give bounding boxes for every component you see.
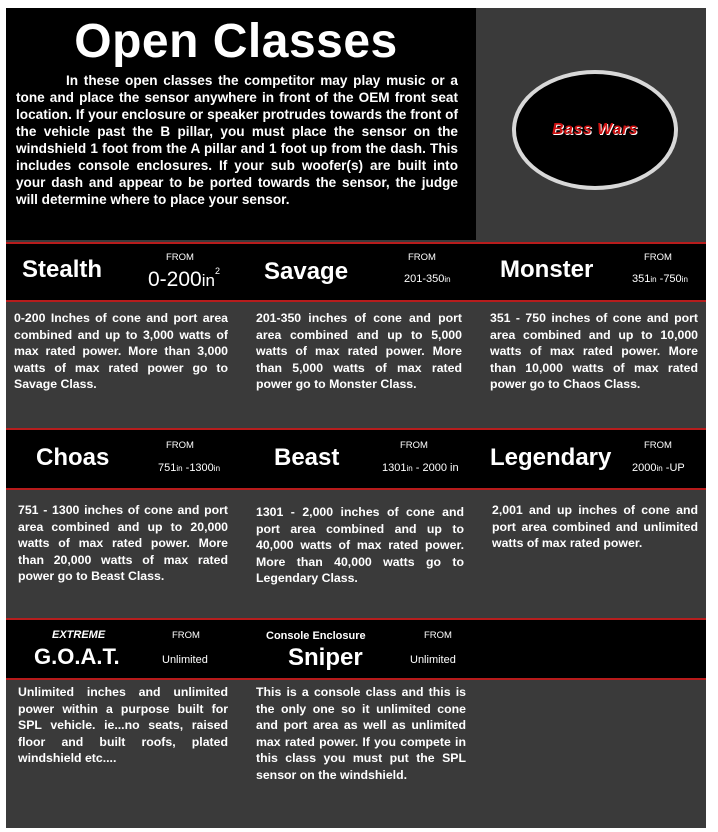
class-name-stealth: Stealth bbox=[22, 256, 103, 283]
from-label: FROM bbox=[644, 252, 672, 263]
description-legendary: 2,001 and up inches of cone and port area combined and unlimited watts of max rated power. bbox=[492, 503, 698, 550]
page-title: Open Classes bbox=[74, 15, 398, 68]
class-name-sniper: Sniper bbox=[288, 644, 363, 671]
range-sniper: Unlimited bbox=[410, 654, 456, 666]
range-savage: 201-350in bbox=[404, 273, 451, 285]
page-background bbox=[6, 8, 706, 828]
logo-text: Bass Wars bbox=[551, 121, 639, 138]
class-name-goat: G.O.A.T. bbox=[34, 644, 120, 669]
class-name-legendary: Legendary bbox=[490, 444, 612, 471]
from-label: FROM bbox=[424, 630, 452, 641]
bass-wars-logo bbox=[512, 70, 678, 190]
description-sniper: This is a console class and this is the only one so it unlimited cone and port area as well as unlimited max rated power. If you compete in this class you must put the SPL sensor on the windshield. bbox=[256, 685, 466, 782]
from-label: FROM bbox=[172, 630, 200, 641]
from-label: FROM bbox=[166, 440, 194, 451]
class-band-row-1 bbox=[6, 242, 706, 302]
console-enclosure-label: Console Enclosure bbox=[266, 630, 366, 642]
class-name-monster: Monster bbox=[500, 256, 594, 283]
range-choas: 751in -1300in bbox=[158, 462, 221, 474]
description-stealth: 0-200 Inches of cone and port area combined and up to 3,000 watts of max rated power. More than 3,000 watts of max rated power go to Savage Class. bbox=[14, 311, 228, 391]
class-band-row-3 bbox=[6, 618, 706, 680]
range-monster: 351in -750in bbox=[632, 273, 688, 285]
class-name-savage: Savage bbox=[264, 258, 349, 285]
description-savage: 201-350 inches of cone and port area combined and up to 5,000 watts of max rated power. More than 5,000 watts of max rated power go to Monster Class. bbox=[256, 311, 462, 391]
header-panel bbox=[6, 8, 476, 240]
intro-paragraph: In these open classes the competitor may play music or a tone and place the sensor anywhere in front of the OEM front seat location. If your enclosure or speaker protrudes towards the front of the vehicle past the B pillar, you must place the sensor on the windshield 1 foot from the A pillar and 1 foot up from the dash. This includes console enclosures. If your sub woofer(s) are built into your dash and appear to be ported towards the sensor, the judge will determine where to place your sensor. bbox=[16, 73, 458, 207]
from-label: FROM bbox=[408, 252, 436, 263]
class-band-row-2 bbox=[6, 428, 706, 490]
from-label: FROM bbox=[166, 252, 194, 263]
description-beast: 1301 - 2,000 inches of cone and port area combined and up to 40,000 watts of max rated power. More than 40,000 watts go to Legendary Class. bbox=[256, 505, 464, 585]
range-goat: Unlimited bbox=[162, 654, 208, 666]
class-name-beast: Beast bbox=[274, 444, 340, 471]
range-legendary: 2000in -UP bbox=[632, 462, 685, 474]
class-name-choas: Choas bbox=[36, 444, 110, 471]
range-stealth: $0-200in^2$ bbox=[148, 266, 220, 291]
extreme-label: EXTREME bbox=[52, 629, 106, 641]
description-choas: 751 - 1300 inches of cone and port area combined and up to 20,000 watts of max rated power. More than 20,000 watts of max rated power go to Beast Class. bbox=[18, 503, 228, 583]
description-monster: 351 - 750 inches of cone and port area combined and up to 10,000 watts of max rated power. More than 10,000 watts of max rated power go to Chaos Class. bbox=[490, 311, 698, 391]
from-label: FROM bbox=[400, 440, 428, 451]
from-label: FROM bbox=[644, 440, 672, 451]
range-beast: 1301in - 2000 in bbox=[382, 462, 459, 474]
description-goat: Unlimited inches and unlimited power within a purpose built for SPL vehicle. ie...no seats, raised floor and built roofs, plated windshield etc.... bbox=[18, 685, 228, 765]
